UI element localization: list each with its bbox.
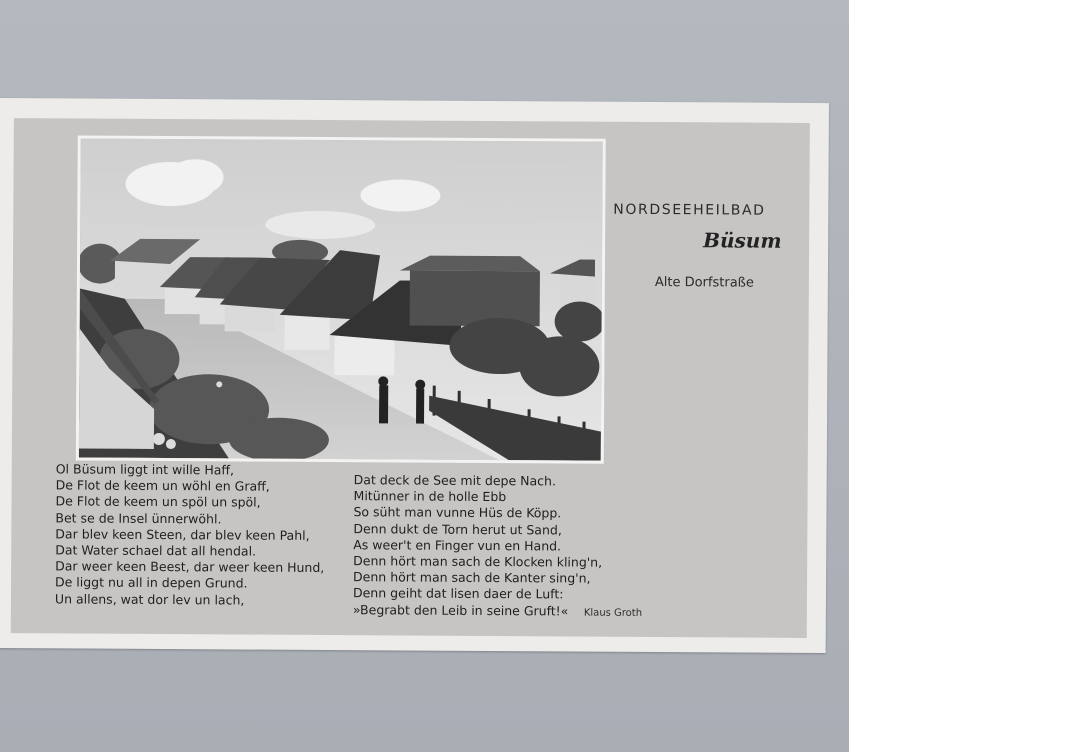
poem-line: Denn dukt de Torn herut ut Sand, [353, 520, 562, 538]
poem-line: Mitünner in de holle Ebb [353, 488, 507, 505]
poem-line: Dat Water schael dat all hendal. [55, 542, 257, 559]
street-caption: Alte Dorfstraße [654, 275, 754, 291]
poem-line: De Flot de keem un spöl un spöl, [55, 493, 261, 510]
poem-line: Bet se de Insel ünnerwöhl. [55, 509, 222, 526]
postcard-panel [11, 118, 810, 638]
poem-line: Denn hört man sach de Kanter sing'n, [353, 569, 591, 586]
village-street-photo [76, 135, 606, 463]
poem-author: Klaus Groth [583, 607, 643, 619]
photo-illustration [79, 138, 603, 460]
caption-block [613, 201, 793, 291]
poem-line: Ol Büsum liggt int wille Haff, [55, 461, 235, 478]
poem-line: As weer't en Finger vun en Hand. [353, 536, 562, 554]
resort-title: NORDSEEHEILBAD [613, 201, 766, 219]
poem-left-column [55, 461, 325, 608]
poem-right-column [353, 472, 603, 619]
town-name: Büsum [703, 228, 782, 253]
poem-line: Un allens, wat dor lev un lach, [54, 590, 245, 608]
poem-line: Denn geiht dat lisen daer de Luft: [352, 585, 564, 602]
poem-line: »Begrabt den Leib in seine Gruft!« [352, 601, 569, 618]
poem-line: Denn hört man sach de Klocken kling'n, [353, 553, 603, 570]
poem-line: Dat deck de See mit depe Nach. [353, 472, 557, 489]
poem-line: De liggt nu all in depen Grund. [54, 574, 248, 591]
poem-line: So süht man vunne Hüs de Köpp. [353, 504, 562, 521]
poem-line: De Flot de keem un wöhl en Graff, [55, 477, 270, 494]
poem-line: Dar blev keen Steen, dar blev keen Pahl, [55, 526, 310, 543]
poem-line: Dar weer keen Beest, dar weer keen Hund, [55, 558, 325, 576]
postcard [0, 98, 829, 653]
